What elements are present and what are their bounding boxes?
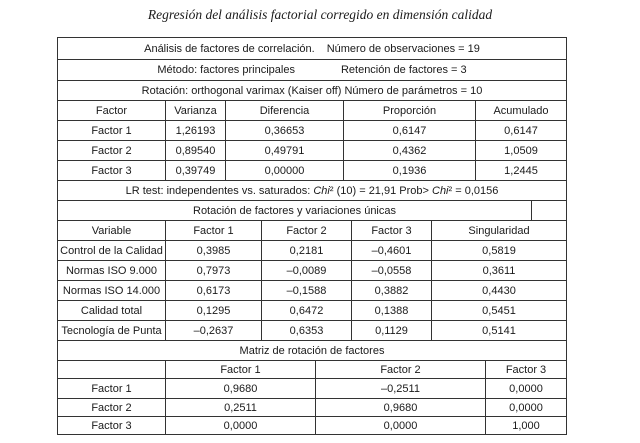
table-cell: 0,0000 xyxy=(316,417,486,434)
table-cell: 1,0509 xyxy=(504,144,538,157)
t2-title-row xyxy=(58,201,566,221)
table-cell: 0,6173 xyxy=(166,281,262,300)
table-cell: 1,000 xyxy=(512,419,540,432)
table-cell: 0,0000 xyxy=(509,382,543,395)
table-cell: 0,6472 xyxy=(262,301,352,320)
table-cell: 0,3611 xyxy=(482,264,516,277)
table-cell: 0,1129 xyxy=(352,321,432,340)
table-cell: 0,49791 xyxy=(226,141,344,160)
table-cell: 0,0000 xyxy=(166,417,316,434)
t2-header-cell: Factor 3 xyxy=(352,221,432,240)
t2-title: Rotación de factores y variaciones únicas xyxy=(58,201,532,220)
t1-header-cell: Varianza xyxy=(166,101,226,120)
t2-header-cell: Variable xyxy=(58,221,166,240)
table-cell: 0,2511 xyxy=(166,399,316,416)
table-cell: Normas ISO 14.000 xyxy=(58,281,166,300)
header-rotation: Rotación: orthogonal varimax (Kaiser off) Número de parámetros = 10 xyxy=(141,84,483,97)
table-cell: 0,4362 xyxy=(344,141,476,160)
table-cell: Control de la Calidad xyxy=(58,241,166,260)
table-cell: Tecnología de Punta xyxy=(58,321,166,340)
table-cell: 1,26193 xyxy=(166,121,226,140)
lr-chi-2: Chi xyxy=(432,184,449,197)
table-row xyxy=(58,261,566,281)
lr-test-row xyxy=(58,181,566,201)
table-cell: Factor 2 xyxy=(58,399,166,416)
table-row xyxy=(58,399,566,417)
factor-analysis-table xyxy=(57,37,567,435)
header-row-1 xyxy=(58,38,566,60)
t1-header-cell: Proporción xyxy=(344,101,476,120)
table-cell: 0,5819 xyxy=(482,244,516,257)
table-cell: 0,7973 xyxy=(166,261,262,280)
table-cell: 0,9680 xyxy=(316,399,486,416)
table-cell: 0,36653 xyxy=(226,121,344,140)
lr-pre: LR test: independentes vs. saturados: xyxy=(125,184,314,197)
table-row xyxy=(58,141,566,161)
table-row xyxy=(58,161,566,181)
header-row-3 xyxy=(58,81,566,101)
table-cell: 0,6147 xyxy=(504,124,538,137)
t2-header-row xyxy=(58,221,566,241)
table-cell: 0,6353 xyxy=(262,321,352,340)
header-analysis-label: Análisis de factores de correlación. xyxy=(144,42,315,55)
table-cell: –0,2637 xyxy=(166,321,262,340)
table-cell: Factor 2 xyxy=(58,141,166,160)
table-cell: 0,89540 xyxy=(166,141,226,160)
t3-header-cell: Factor 3 xyxy=(505,363,547,376)
table-cell: Factor 3 xyxy=(58,417,166,434)
table-cell: 0,2181 xyxy=(262,241,352,260)
t1-header-cell: Acumulado xyxy=(493,104,549,117)
table-cell: Normas ISO 9.000 xyxy=(58,261,166,280)
header-observations: Número de observaciones = 19 xyxy=(326,42,480,55)
table-cell: 0,1295 xyxy=(166,301,262,320)
table-cell: 0,3985 xyxy=(166,241,262,260)
table-cell: Factor 1 xyxy=(58,121,166,140)
t1-header-cell: Factor xyxy=(58,101,166,120)
table-cell: 0,1936 xyxy=(344,161,476,180)
table-cell: 0,4430 xyxy=(482,284,516,297)
t3-header-cell: Factor 1 xyxy=(166,361,316,378)
header-row-2 xyxy=(58,60,566,81)
table-cell: –0,2511 xyxy=(316,379,486,398)
table-cell: –0,0558 xyxy=(352,261,432,280)
lr-post: ² = 0,0156 xyxy=(448,184,499,197)
table-cell: Factor 3 xyxy=(58,161,166,180)
table-cell: 0,6147 xyxy=(344,121,476,140)
t2-header-cell: Singularidad xyxy=(468,224,530,237)
table-cell: 0,9680 xyxy=(166,379,316,398)
t3-header-cell xyxy=(58,361,166,378)
table-cell: Calidad total xyxy=(58,301,166,320)
table-cell: 0,3882 xyxy=(352,281,432,300)
t2-header-cell: Factor 1 xyxy=(166,221,262,240)
table-cell: Factor 1 xyxy=(58,379,166,398)
header-method: Método: factores principales xyxy=(157,64,295,76)
lr-test-text xyxy=(58,181,566,200)
lr-mid: ² (10) = 21,91 Prob> xyxy=(329,184,432,197)
t1-header-row xyxy=(58,101,566,121)
t1-header-cell: Diferencia xyxy=(226,101,344,120)
table-cell: 0,5451 xyxy=(482,304,516,317)
table-cell: –0,0089 xyxy=(262,261,352,280)
table-cell: 0,39749 xyxy=(166,161,226,180)
table-row xyxy=(58,241,566,261)
table-caption: Regresión del análisis factorial corregido en dimensión calidad xyxy=(147,7,493,22)
table-cell: –0,1588 xyxy=(262,281,352,300)
t2-header-cell: Factor 2 xyxy=(262,221,352,240)
table-cell: 0,1388 xyxy=(352,301,432,320)
table-row xyxy=(58,321,566,341)
t3-title: Matriz de rotación de factores xyxy=(239,344,385,357)
table-row xyxy=(58,121,566,141)
table-row xyxy=(58,417,566,434)
table-cell: 0,0000 xyxy=(509,401,543,414)
t3-title-row xyxy=(58,341,566,361)
table-cell: 1,2445 xyxy=(504,164,538,177)
table-row xyxy=(58,281,566,301)
table-cell: 0,5141 xyxy=(482,324,516,337)
table-row xyxy=(58,301,566,321)
header-retention: Retención de factores = 3 xyxy=(340,64,467,76)
t3-header-row xyxy=(58,361,566,379)
t3-header-cell: Factor 2 xyxy=(316,361,486,378)
table-row xyxy=(58,379,566,399)
lr-chi-1: Chi xyxy=(313,184,330,197)
table-cell: –0,4601 xyxy=(352,241,432,260)
table-cell: 0,00000 xyxy=(226,161,344,180)
